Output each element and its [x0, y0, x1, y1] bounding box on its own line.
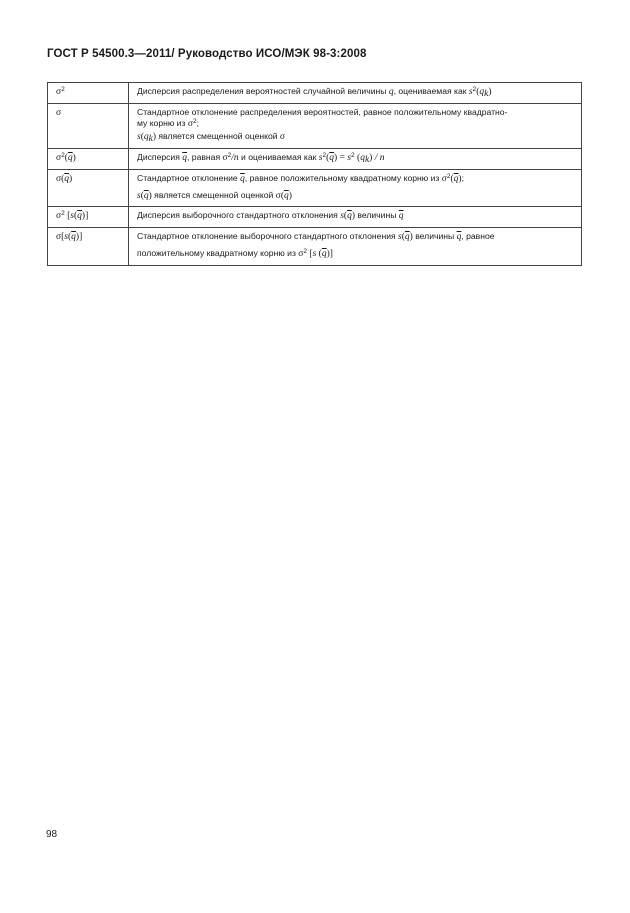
table-row [48, 83, 582, 104]
description-cell: Стандартное отклонение выборочного стандартного отклонения $s(\overline{q})$ величины $\overline{q}$, равное положительному квадратному корню из $\sigma^2$ [s $(\overline{q})$] [129, 228, 582, 266]
description-cell: Дисперсия $\overline{q}$, равная $\sigma^2/n$ и оцениваемая как $s^2(\overline{q}) = s^2$ $(q_k)$ / n [129, 149, 582, 170]
description-cell: Стандартное отклонение распределения вероятностей, равное положительному квадратно- му корню из $\sigma^2$; $s(q_k)$ является смещенной оценкой σ [129, 103, 582, 148]
symbols-table [47, 82, 582, 266]
symbol-cell: $\sigma(\overline{q})$ [48, 169, 129, 207]
description-cell: Стандартное отклонение $\overline{q}$, равное положительному квадратному корню из $\sigma^2(\overline{q})$; $s(\overline{q})$ является смещенной оценкой $\sigma(\overline{q})$ [129, 169, 582, 207]
symbol-cell: σ [48, 103, 129, 148]
document-header: ГОСТ Р 54500.3—2011/ Руководство ИСО/МЭК 98-3:2008 [47, 48, 367, 60]
symbol-cell: $\sigma^2$ [48, 83, 129, 104]
table-row [48, 228, 582, 266]
table-row [48, 149, 582, 170]
symbol-cell: $\sigma[s(\overline{q})]$ [48, 228, 129, 266]
symbol-cell: $\sigma^2$ $[s(\overline{q})]$ [48, 207, 129, 228]
symbol-cell: $\sigma^2(\overline{q})$ [48, 149, 129, 170]
description-cell: Дисперсия выборочного стандартного отклонения $s(\overline{q})$ величины $\overline{q}$ [129, 207, 582, 228]
table-row [48, 169, 582, 207]
description-cell: Дисперсия распределения вероятностей случайной величины q, оцениваемая как $s^2(q_k)$ [129, 83, 582, 104]
table-row [48, 207, 582, 228]
table-row [48, 103, 582, 148]
page-number: 98 [46, 829, 58, 840]
